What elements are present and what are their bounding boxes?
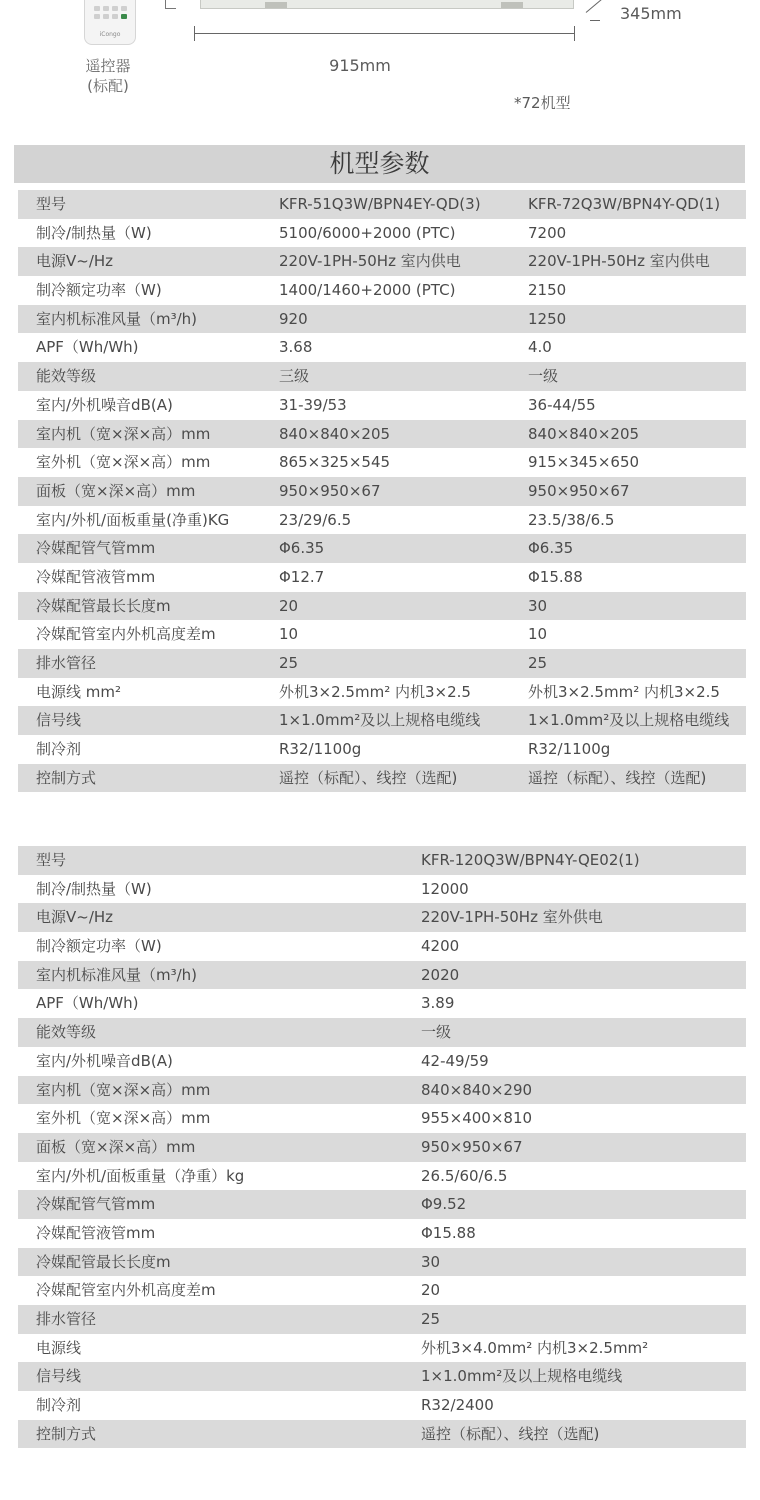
- spec-label: 制冷/制热量（W): [36, 223, 152, 242]
- table-row: [18, 305, 746, 334]
- spec-label: 冷媒配管液管mm: [36, 1223, 156, 1242]
- table-row: [18, 448, 746, 477]
- spec-value: Φ15.88: [528, 567, 583, 586]
- spec-value: 2020: [421, 965, 460, 984]
- spec-label: 室内机标准风量（m³/h): [36, 309, 198, 328]
- spec-value: 840×840×205: [279, 424, 391, 443]
- spec-value: 1×1.0mm²及以上规格电缆线: [528, 711, 730, 730]
- table-row: [18, 875, 746, 904]
- spec-label: 电源线 mm²: [36, 682, 122, 701]
- spec-value: KFR-120Q3W/BPN4Y-QE02(1): [421, 851, 640, 869]
- spec-value: 12000: [421, 879, 469, 898]
- spec-value: 一级: [421, 1023, 452, 1042]
- spec-label: 冷媒配管室内外机高度差m: [36, 1281, 216, 1300]
- table-row: [18, 1162, 746, 1191]
- remote-caption-line2: (标配): [87, 77, 129, 95]
- spec-value: 30: [528, 596, 548, 615]
- table-row: [18, 276, 746, 305]
- table-row: [18, 190, 746, 219]
- table-row: [18, 592, 746, 621]
- spec-label: 制冷/制热量（W): [36, 879, 152, 898]
- depth-dimension-label: 345mm: [620, 4, 682, 23]
- spec-value: Φ15.88: [421, 1223, 476, 1242]
- spec-value: 220V-1PH-50Hz 室内供电: [279, 252, 461, 271]
- spec-value: 5100/6000+2000 (PTC): [279, 223, 456, 242]
- table-row: [18, 1219, 746, 1248]
- spec-value: Φ12.7: [279, 567, 325, 586]
- table-row: [18, 391, 746, 420]
- table-row: [18, 706, 746, 735]
- table-row: [18, 219, 746, 248]
- spec-label: 型号: [36, 851, 67, 869]
- spec-value: R32/2400: [421, 1396, 494, 1415]
- spec-value: 遥控（标配）、线控（选配): [528, 768, 707, 787]
- spec-label: 电源V~/Hz: [36, 908, 114, 927]
- spec-value: Φ6.35: [279, 539, 325, 558]
- spec-value: 7200: [528, 223, 567, 242]
- spec-label: APF（Wh/Wh): [36, 338, 139, 357]
- remote-dimension-tick: [165, 0, 176, 9]
- spec-value: 840×840×290: [421, 1080, 533, 1099]
- remote-caption: [72, 56, 144, 96]
- table-row: [18, 477, 746, 506]
- spec-label: 面板（宽×深×高）mm: [36, 481, 196, 500]
- spec-value: 220V-1PH-50Hz 室内供电: [528, 252, 710, 271]
- spec-label: 电源线: [36, 1338, 82, 1357]
- spec-value: 920: [279, 309, 308, 328]
- spec-label: 室内/外机噪音dB(A): [36, 1051, 173, 1070]
- spec-label: 室内/外机/面板重量（净重）kg: [36, 1166, 245, 1185]
- spec-value: 23/29/6.5: [279, 510, 352, 529]
- table-row: [18, 1104, 746, 1133]
- spec-table-2: [18, 846, 746, 1448]
- table-row: [18, 1133, 746, 1162]
- spec-label: 信号线: [36, 1367, 82, 1386]
- spec-label: 室外机（宽×深×高）mm: [36, 1109, 211, 1128]
- spec-value: 25: [279, 654, 299, 672]
- spec-label: 面板（宽×深×高）mm: [36, 1137, 196, 1156]
- spec-value: 31-39/53: [279, 395, 347, 414]
- spec-value: 42-49/59: [421, 1051, 489, 1070]
- table-row: [18, 1305, 746, 1334]
- depth-dimension-tick: [590, 20, 600, 21]
- spec-label: APF（Wh/Wh): [36, 994, 139, 1013]
- spec-value: KFR-51Q3W/BPN4EY-QD(3): [279, 195, 481, 213]
- spec-value: 10: [279, 625, 299, 644]
- width-dimension-line: [194, 33, 575, 34]
- spec-value: 955×400×810: [421, 1109, 533, 1128]
- table-row: [18, 846, 746, 875]
- spec-label: 控制方式: [36, 1424, 97, 1443]
- spec-label: 室内/外机噪音dB(A): [36, 395, 173, 414]
- table-row: [18, 620, 746, 649]
- spec-label: 信号线: [36, 711, 82, 730]
- remote-control-image: [84, 0, 136, 45]
- spec-value: 三级: [279, 367, 310, 386]
- table-row: [18, 1362, 746, 1391]
- spec-value: 4200: [421, 937, 460, 956]
- width-dimension-label: 915mm: [329, 56, 391, 75]
- table-row: [18, 1047, 746, 1076]
- spec-value: 840×840×205: [528, 424, 640, 443]
- table-row: [18, 1018, 746, 1047]
- spec-label: 能效等级: [36, 1023, 97, 1042]
- spec-label: 室外机（宽×深×高）mm: [36, 453, 211, 472]
- spec-value: 950×950×67: [421, 1137, 523, 1156]
- spec-value: R32/1100g: [528, 740, 611, 759]
- spec-label: 冷媒配管气管mm: [36, 539, 156, 558]
- table-row: [18, 1391, 746, 1420]
- table-row: [18, 1190, 746, 1219]
- spec-value: 36-44/55: [528, 395, 596, 414]
- spec-label: 室内/外机/面板重量(净重)KG: [36, 510, 230, 529]
- spec-value: 26.5/60/6.5: [421, 1166, 508, 1185]
- spec-label: 控制方式: [36, 768, 97, 787]
- spec-value: 外机3×4.0mm² 内机3×2.5mm²: [421, 1338, 649, 1357]
- spec-value: 20: [421, 1281, 441, 1300]
- spec-label: 冷媒配管液管mm: [36, 567, 156, 586]
- spec-label: 制冷剂: [36, 740, 82, 759]
- remote-caption-line1: 遥控器: [85, 57, 131, 75]
- spec-label: 冷媒配管气管mm: [36, 1195, 156, 1214]
- remote-brand: iCongo: [99, 31, 121, 38]
- spec-value: 950×950×67: [528, 481, 630, 500]
- spec-value: 20: [279, 596, 299, 615]
- spec-label: 室内机（宽×深×高）mm: [36, 424, 211, 443]
- spec-label: 型号: [36, 195, 67, 213]
- table-row: [18, 903, 746, 932]
- table-row: [18, 420, 746, 449]
- spec-label: 制冷额定功率（W): [36, 937, 162, 956]
- spec-label: 排水管径: [36, 654, 97, 672]
- spec-value: 遥控（标配）、线控（选配): [421, 1424, 600, 1443]
- spec-value: 遥控（标配）、线控（选配): [279, 768, 458, 787]
- section-title: 机型参数: [14, 145, 745, 183]
- spec-value: 1×1.0mm²及以上规格电缆线: [421, 1367, 623, 1386]
- table-row: [18, 735, 746, 764]
- spec-label: 排水管径: [36, 1310, 97, 1328]
- spec-value: 外机3×2.5mm² 内机3×2.5: [528, 682, 720, 701]
- table-row: [18, 362, 746, 391]
- spec-label: 室内机标准风量（m³/h): [36, 965, 198, 984]
- table-row: [18, 1076, 746, 1105]
- spec-value: 23.5/38/6.5: [528, 510, 615, 529]
- spec-value: 950×950×67: [279, 481, 381, 500]
- spec-value: Φ6.35: [528, 539, 574, 558]
- spec-value: 1400/1460+2000 (PTC): [279, 281, 456, 300]
- table-row: [18, 1334, 746, 1363]
- product-illustration: [0, 0, 760, 130]
- spec-label: 制冷剂: [36, 1396, 82, 1415]
- spec-table-1: [18, 190, 746, 792]
- unit-foot-right: [501, 2, 523, 8]
- spec-value: 915×345×650: [528, 453, 640, 472]
- spec-value: Φ9.52: [421, 1195, 467, 1214]
- spec-value: 外机3×2.5mm² 内机3×2.5: [279, 682, 471, 701]
- spec-value: 25: [421, 1310, 441, 1328]
- table-row: [18, 989, 746, 1018]
- spec-value: R32/1100g: [279, 740, 362, 759]
- table-row: [18, 961, 746, 990]
- table-row: [18, 333, 746, 362]
- table-row: [18, 678, 746, 707]
- remote-buttons: [94, 6, 126, 19]
- spec-value: 30: [421, 1252, 441, 1271]
- table-row: [18, 563, 746, 592]
- spec-label: 冷媒配管最长长度m: [36, 1252, 171, 1271]
- spec-label: 冷媒配管室内外机高度差m: [36, 625, 216, 644]
- table-row: [18, 534, 746, 563]
- spec-label: 冷媒配管最长长度m: [36, 596, 171, 615]
- spec-label: 制冷额定功率（W): [36, 281, 162, 300]
- table-row: [18, 506, 746, 535]
- table-row: [18, 932, 746, 961]
- table-row: [18, 1420, 746, 1449]
- spec-value: 10: [528, 625, 548, 644]
- model-note: *72机型: [514, 94, 571, 112]
- spec-label: 室内机（宽×深×高）mm: [36, 1080, 211, 1099]
- outdoor-unit-base-image: [200, 0, 574, 9]
- table-row: [18, 1248, 746, 1277]
- spec-value: 一级: [528, 367, 559, 386]
- spec-value: 1250: [528, 309, 567, 328]
- spec-value: 25: [528, 654, 548, 672]
- spec-value: 3.89: [421, 994, 455, 1013]
- depth-dimension-line: [586, 0, 605, 13]
- spec-value: 1×1.0mm²及以上规格电缆线: [279, 711, 481, 730]
- spec-value: 3.68: [279, 338, 313, 357]
- spec-label: 电源V~/Hz: [36, 252, 114, 271]
- table-row: [18, 247, 746, 276]
- unit-foot-left: [265, 2, 287, 8]
- spec-label: 能效等级: [36, 367, 97, 386]
- spec-value: 2150: [528, 281, 567, 300]
- table-row: [18, 764, 746, 793]
- table-row: [18, 1276, 746, 1305]
- spec-value: 4.0: [528, 338, 552, 357]
- spec-value: 865×325×545: [279, 453, 391, 472]
- spec-value: KFR-72Q3W/BPN4Y-QD(1): [528, 195, 721, 213]
- spec-value: 220V-1PH-50Hz 室外供电: [421, 908, 603, 927]
- table-row: [18, 649, 746, 678]
